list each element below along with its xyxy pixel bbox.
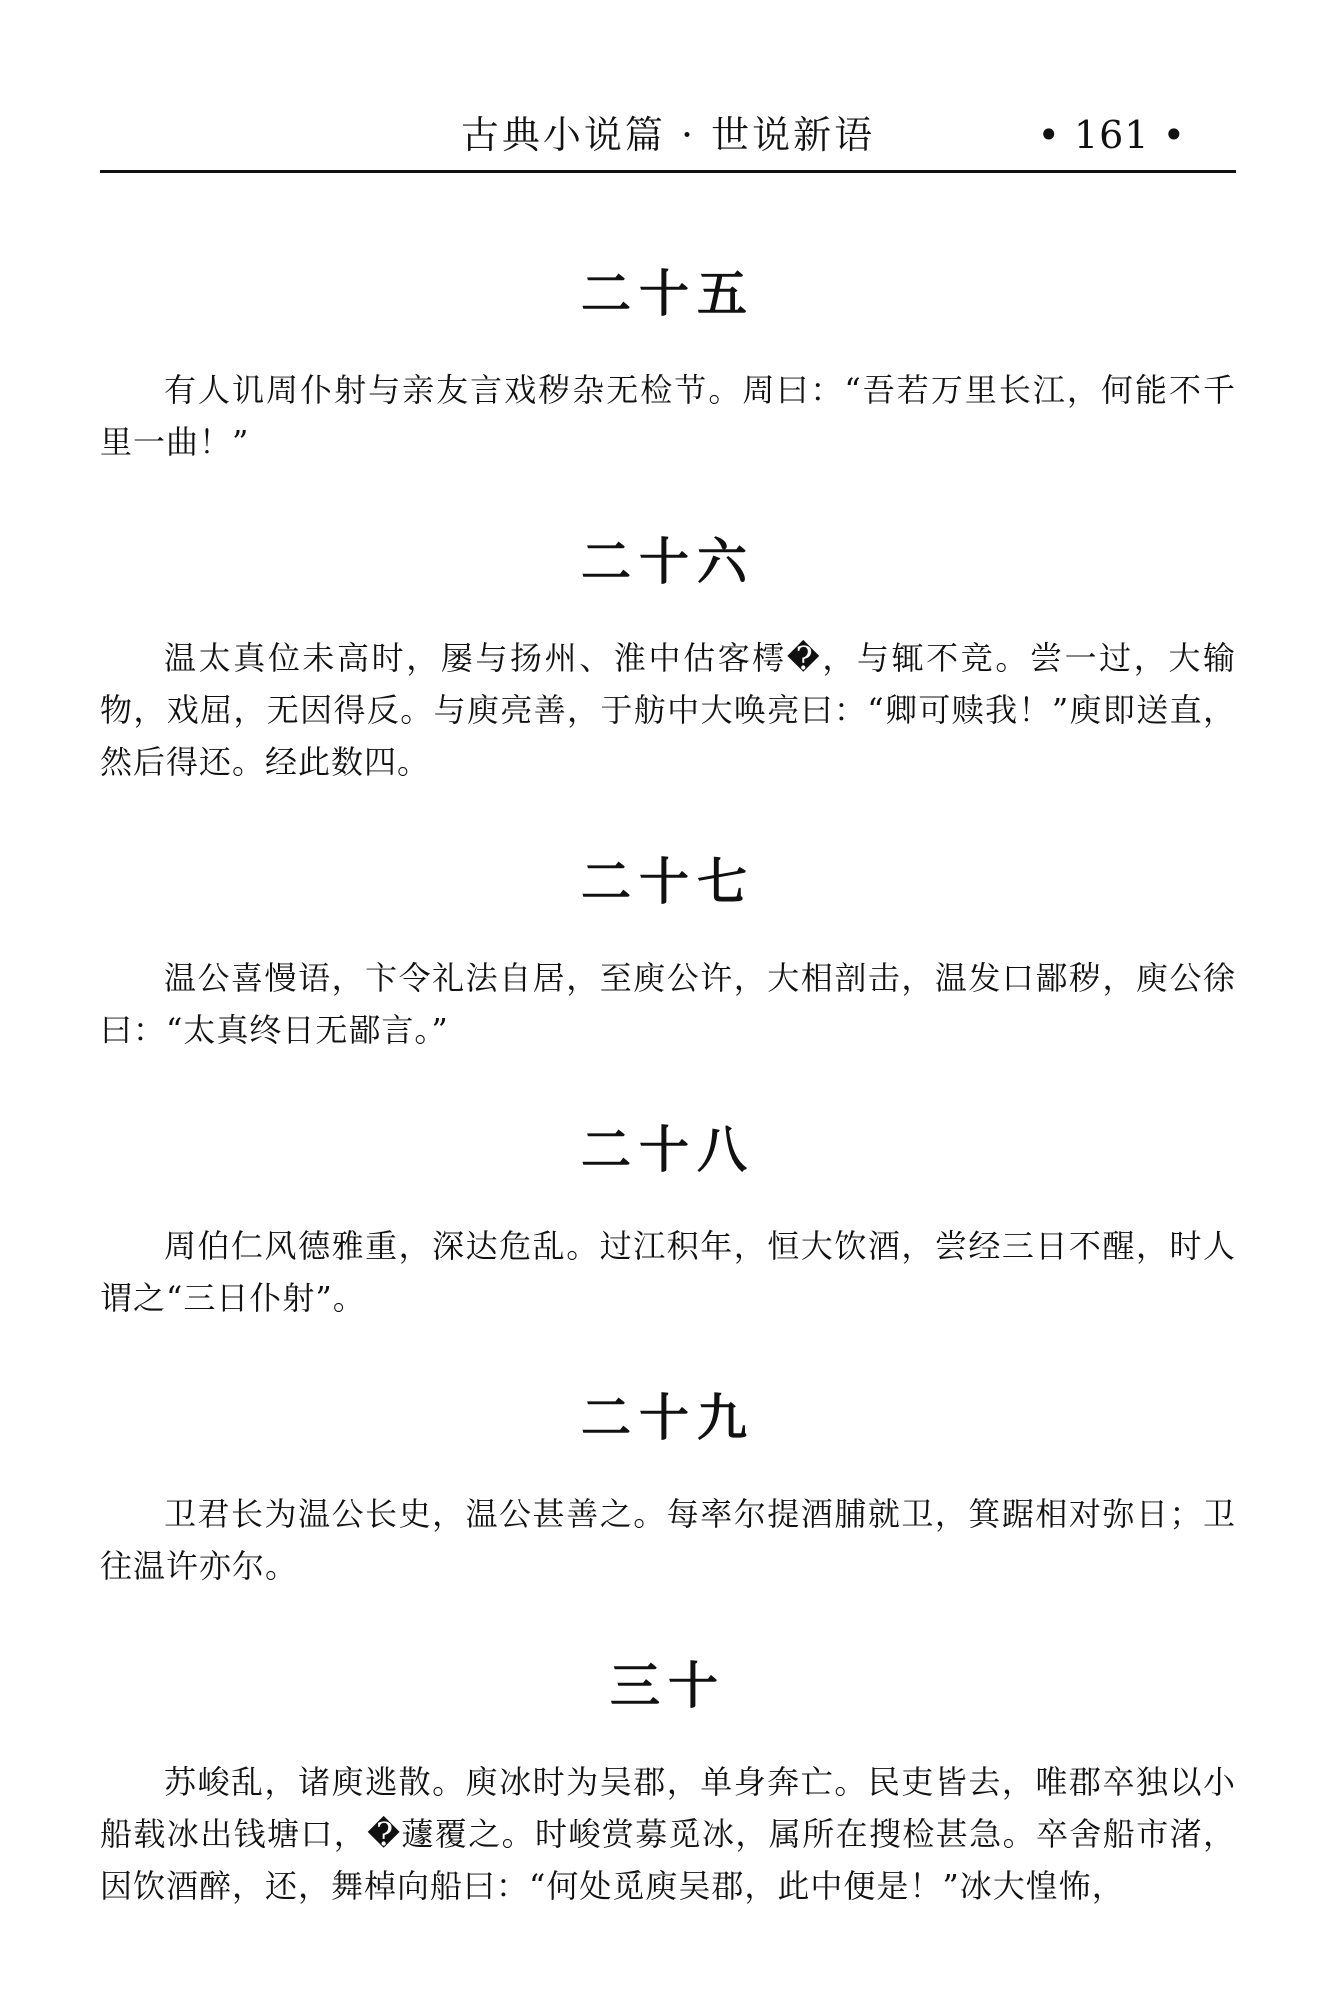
- section-title: 二十六: [581, 533, 755, 591]
- section-26: [100, 530, 1236, 788]
- section-28: [100, 1118, 1236, 1324]
- section-29: [100, 1386, 1236, 1592]
- section-title: 二十九: [581, 1389, 755, 1447]
- section-title: 二十八: [581, 1121, 755, 1179]
- section-text: 温太真位未高时，屡与扬州、淮中估客樗�，与辄不竞。尝一过，大输物，戏屈，无因得反。与庾亮善，于舫中大唤亮曰：“卿可赎我！”庾即送直，然后得还。经此数四。: [100, 639, 1236, 781]
- section-text: 苏峻乱，诸庾逃散。庾冰时为吴郡，单身奔亡。民吏皆去，唯郡卒独以小船载冰出钱塘口，�蘧覆之。时峻赏募觅冰，属所在搜检甚急。卒舍船市渚，因饮酒醉，还，舞棹向船曰：“何处觅庾吴郡，此中便是！”冰大惶怖，: [100, 1763, 1236, 1905]
- section-text: 温公喜慢语，卞令礼法自居，至庾公许，大相剖击，温发口鄙秽，庾公徐曰：“太真终日无鄙言。”: [100, 959, 1236, 1049]
- section-title: 三十: [610, 1657, 726, 1715]
- running-header: [100, 110, 1236, 170]
- section-text: 有人讥周仆射与亲友言戏秽杂无检节。周曰：“吾若万里长江，何能不千里一曲！”: [100, 371, 1236, 461]
- section-title: 二十五: [581, 265, 755, 323]
- page-number: • 161 •: [1037, 113, 1186, 157]
- header-title: 古典小说篇 · 世说新语: [460, 113, 876, 157]
- section-text: 周伯仁风德雅重，深达危乱。过江积年，恒大饮酒，尝经三日不醒，时人谓之“三日仆射”。: [100, 1227, 1236, 1317]
- section-text: 卫君长为温公长史，温公甚善之。每率尔提酒脯就卫，箕踞相对弥日；卫往温许亦尔。: [100, 1495, 1236, 1585]
- section-27: [100, 850, 1236, 1056]
- section-title: 二十七: [581, 853, 755, 911]
- header-divider: [100, 170, 1236, 173]
- section-30: [100, 1654, 1236, 1912]
- section-25: [100, 262, 1236, 468]
- page-content: [100, 262, 1236, 1974]
